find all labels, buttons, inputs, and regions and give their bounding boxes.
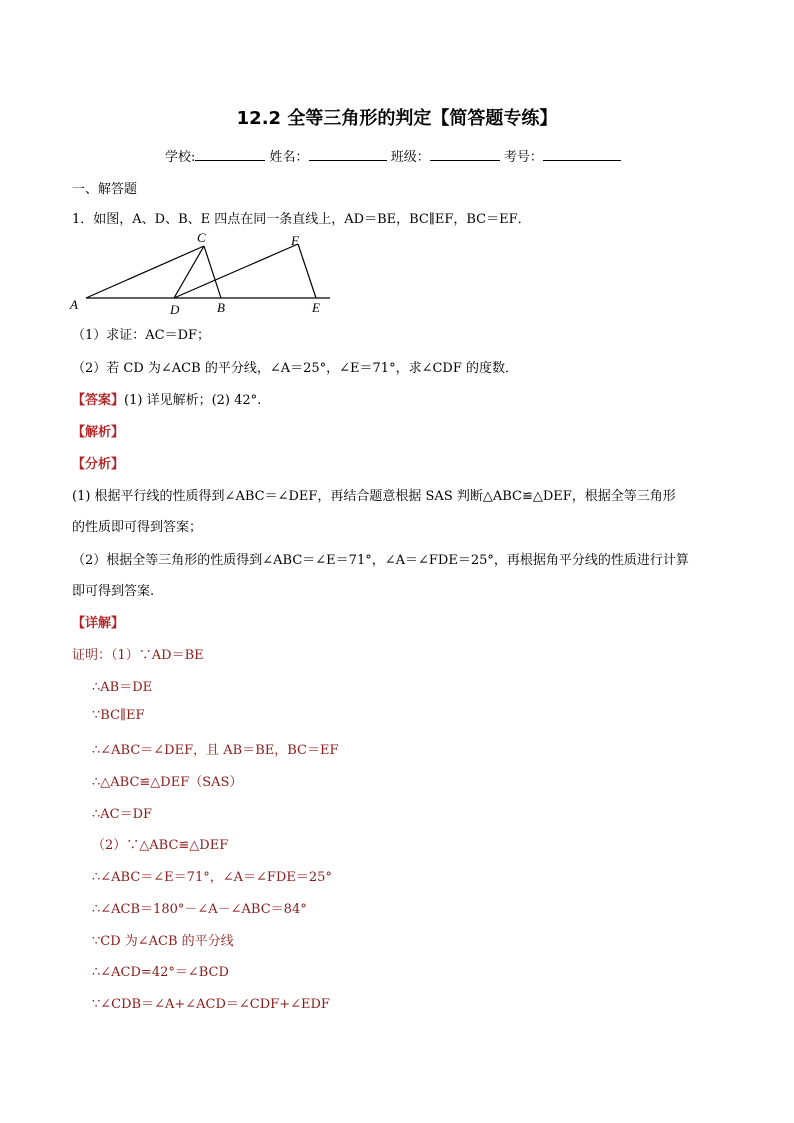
page-title: 12.2 全等三角形的判定【简答题专练】 xyxy=(236,108,558,129)
answer-line xyxy=(72,389,261,408)
analysis-tag: 【解析】 xyxy=(72,425,125,440)
proof-line-4: ∴△ABC≌△DEF（SAS） xyxy=(92,775,243,790)
student-info-row xyxy=(165,146,621,165)
segment-ac xyxy=(86,246,204,298)
school-label: 学校: xyxy=(165,150,196,165)
point-f-label: F xyxy=(291,233,299,248)
analysis2-tag: 【分析】 xyxy=(72,457,125,472)
school-blank[interactable] xyxy=(195,148,265,161)
name-label: 姓名： xyxy=(269,150,309,165)
proof-line-0: 证明：（1）∵AD＝BE xyxy=(72,648,204,663)
proof-line-6: （2）∵△ABC≌△DEF xyxy=(92,838,229,853)
segment-cb xyxy=(204,246,221,298)
point-d-label: D xyxy=(170,302,180,317)
point-e-label: E xyxy=(312,300,320,315)
proof-line-1: ∴AB＝DE xyxy=(92,680,153,695)
answer-tag: 【答案】 xyxy=(72,393,125,408)
proof-line-11: ∵∠CDB＝∠A+∠ACD＝∠CDF+∠EDF xyxy=(92,997,330,1012)
class-blank[interactable] xyxy=(430,148,500,161)
name-blank[interactable] xyxy=(309,148,387,161)
question-2: （2）若 CD 为∠ACB 的平分线，∠A＝25°，∠E＝71°，求∠CDF 的度数． xyxy=(72,361,518,376)
section-heading: 一、解答题 xyxy=(72,182,138,197)
segment-fe xyxy=(298,244,316,298)
proof-line-7: ∴∠ABC＝∠E＝71°，∠A＝∠FDE＝25° xyxy=(92,870,332,885)
proof-line-3: ∴∠ABC＝∠DEF，且 AB＝BE，BC＝EF xyxy=(92,743,339,758)
problem-stem: 1．如图，A、D、B、E 四点在同一条直线上，AD＝BE，BC∥EF，BC＝EF． xyxy=(72,212,531,227)
exam-number-label: 考号： xyxy=(503,150,543,165)
point-c-label: C xyxy=(197,230,206,245)
analysis-p2-line1: （2）根据全等三角形的性质得到∠ABC＝∠E＝71°，∠A＝∠FDE＝25°，再根据角平分线的性质进行计算 xyxy=(72,553,689,568)
proof-line-10: ∴∠ACD=42°＝∠BCD xyxy=(92,965,229,980)
analysis-p1-line2: 的性质即可得到答案； xyxy=(72,520,203,535)
proof-line-5: ∴AC＝DF xyxy=(92,807,153,822)
answer-text: (1) 详见解析；(2) 42°. xyxy=(124,393,262,408)
proof-line-8: ∴∠ACB＝180°－∠A－∠ABC＝84° xyxy=(92,902,307,917)
analysis-p2-line2: 即可得到答案. xyxy=(72,584,155,599)
point-b-label: B xyxy=(217,300,225,315)
class-label: 班级： xyxy=(390,150,430,165)
proof-line-2: ∵BC∥EF xyxy=(92,708,145,723)
detail-tag: 【详解】 xyxy=(72,616,125,631)
segment-df xyxy=(174,244,298,298)
segment-dc xyxy=(174,246,204,298)
point-a-label: A xyxy=(70,297,78,312)
analysis-p1-line1: (1) 根据平行线的性质得到∠ABC＝∠DEF，再结合题意根据 SAS 判断△ABC≌△DEF，根据全等三角形 xyxy=(72,489,676,504)
exam-number-blank[interactable] xyxy=(543,148,621,161)
triangle-figure xyxy=(66,228,346,318)
question-1: （1）求证：AC＝DF； xyxy=(72,328,211,343)
proof-line-9: ∵CD 为∠ACB 的平分线 xyxy=(92,934,234,949)
